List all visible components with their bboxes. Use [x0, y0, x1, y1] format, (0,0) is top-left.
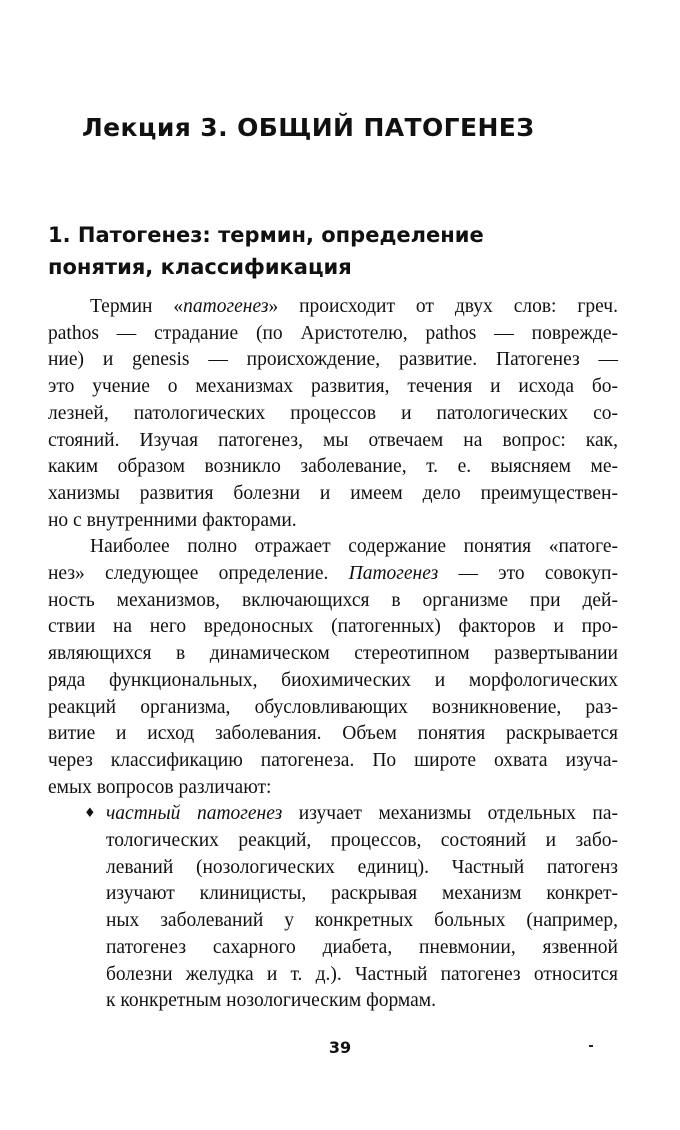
- bullet-item-private-pathogenesis: [48, 801, 618, 1015]
- text-line: ность механизмов, включающихся в организме при дей-: [48, 589, 618, 611]
- text-line: Наиболее полно отражает содержание понятия «патоге-: [90, 536, 618, 558]
- text-line: ние) и genesis — происхождение, развитие. Патогенез —: [48, 349, 618, 371]
- text-run: Термин «: [90, 296, 184, 317]
- text-line: витие и исход заболевания. Объем понятия раскрывается: [48, 723, 618, 745]
- italic-term: патогенез: [183, 296, 269, 317]
- text-line: каким образом возникло заболевание, т. е. выясняем ме-: [48, 456, 618, 478]
- page-number: 39: [328, 1038, 352, 1057]
- text-line: к конкретным нозологическим формам.: [106, 990, 436, 1012]
- paragraph-term-definition: [48, 294, 618, 534]
- text-line: это учение о механизмах развития, течения и исхода бо-: [48, 376, 618, 398]
- text-run: нез» следующее определение.: [48, 563, 349, 585]
- text-line: через классификацию патогенеза. По широте охвата изуча-: [48, 749, 618, 771]
- text-line: ствии на него вредоносных (патогенных) факторов и про-: [48, 616, 618, 638]
- text-line: лезней, патологических процессов и патологических со-: [48, 402, 618, 424]
- text-line: болезни желудка и т. д.). Частный патогенез относится: [106, 963, 618, 985]
- text-line: изучают клиницисты, раскрывая механизм конкрет-: [106, 883, 618, 905]
- text-line: ных заболеваний у конкретных больных (например,: [106, 910, 618, 932]
- italic-term: Патогенез: [348, 563, 439, 585]
- text-line: pathos — страдание (по Аристотелю, pathos — поврежде-: [48, 322, 618, 344]
- text-run: » происходит от двух слов: греч.: [268, 296, 618, 317]
- text-line: емых вопросов различают:: [48, 776, 272, 798]
- text-line: [48, 561, 618, 588]
- scan-speck: [589, 1045, 593, 1047]
- text-line: [106, 801, 618, 828]
- text-line: реакций организма, обусловливающих возникновение, раз-: [48, 696, 618, 718]
- paragraph-pathogenesis-definition: [48, 534, 618, 801]
- diamond-bullet-icon: ♦: [84, 806, 96, 822]
- text-line: являющихся в динамическом стереотипном развертывании: [48, 643, 618, 665]
- section-title-line: 1. Патогенез: термин, определение: [48, 223, 484, 247]
- text-line: ханизмы развития болезни и имеем дело преимуществен-: [48, 482, 618, 504]
- lecture-title: Лекция 3. ОБЩИЙ ПАТОГЕНЕЗ: [82, 113, 535, 142]
- text-line: тологических реакций, процессов, состояний и забо-: [106, 830, 618, 852]
- body-text: [48, 294, 618, 1015]
- text-line: леваний (нозологических единиц). Частный патогенз: [106, 856, 618, 878]
- text-line: стояний. Изучая патогенез, мы отвечаем на вопрос: как,: [48, 429, 618, 451]
- text-line: ряда функциональных, биохимических и морфологических: [48, 669, 618, 691]
- text-run: изучает механизмы отдельных па-: [282, 803, 618, 825]
- text-line: но с внутренними факторами.: [48, 509, 297, 531]
- text-line: патогенез сахарного диабета, пневмонии, язвенной: [106, 936, 618, 958]
- text-line: [48, 294, 618, 321]
- section-title-line: понятия, классификация: [48, 255, 352, 279]
- section-title: [48, 219, 628, 283]
- text-run: — это совокуп-: [438, 563, 618, 585]
- italic-term: частный патогенез: [106, 803, 283, 825]
